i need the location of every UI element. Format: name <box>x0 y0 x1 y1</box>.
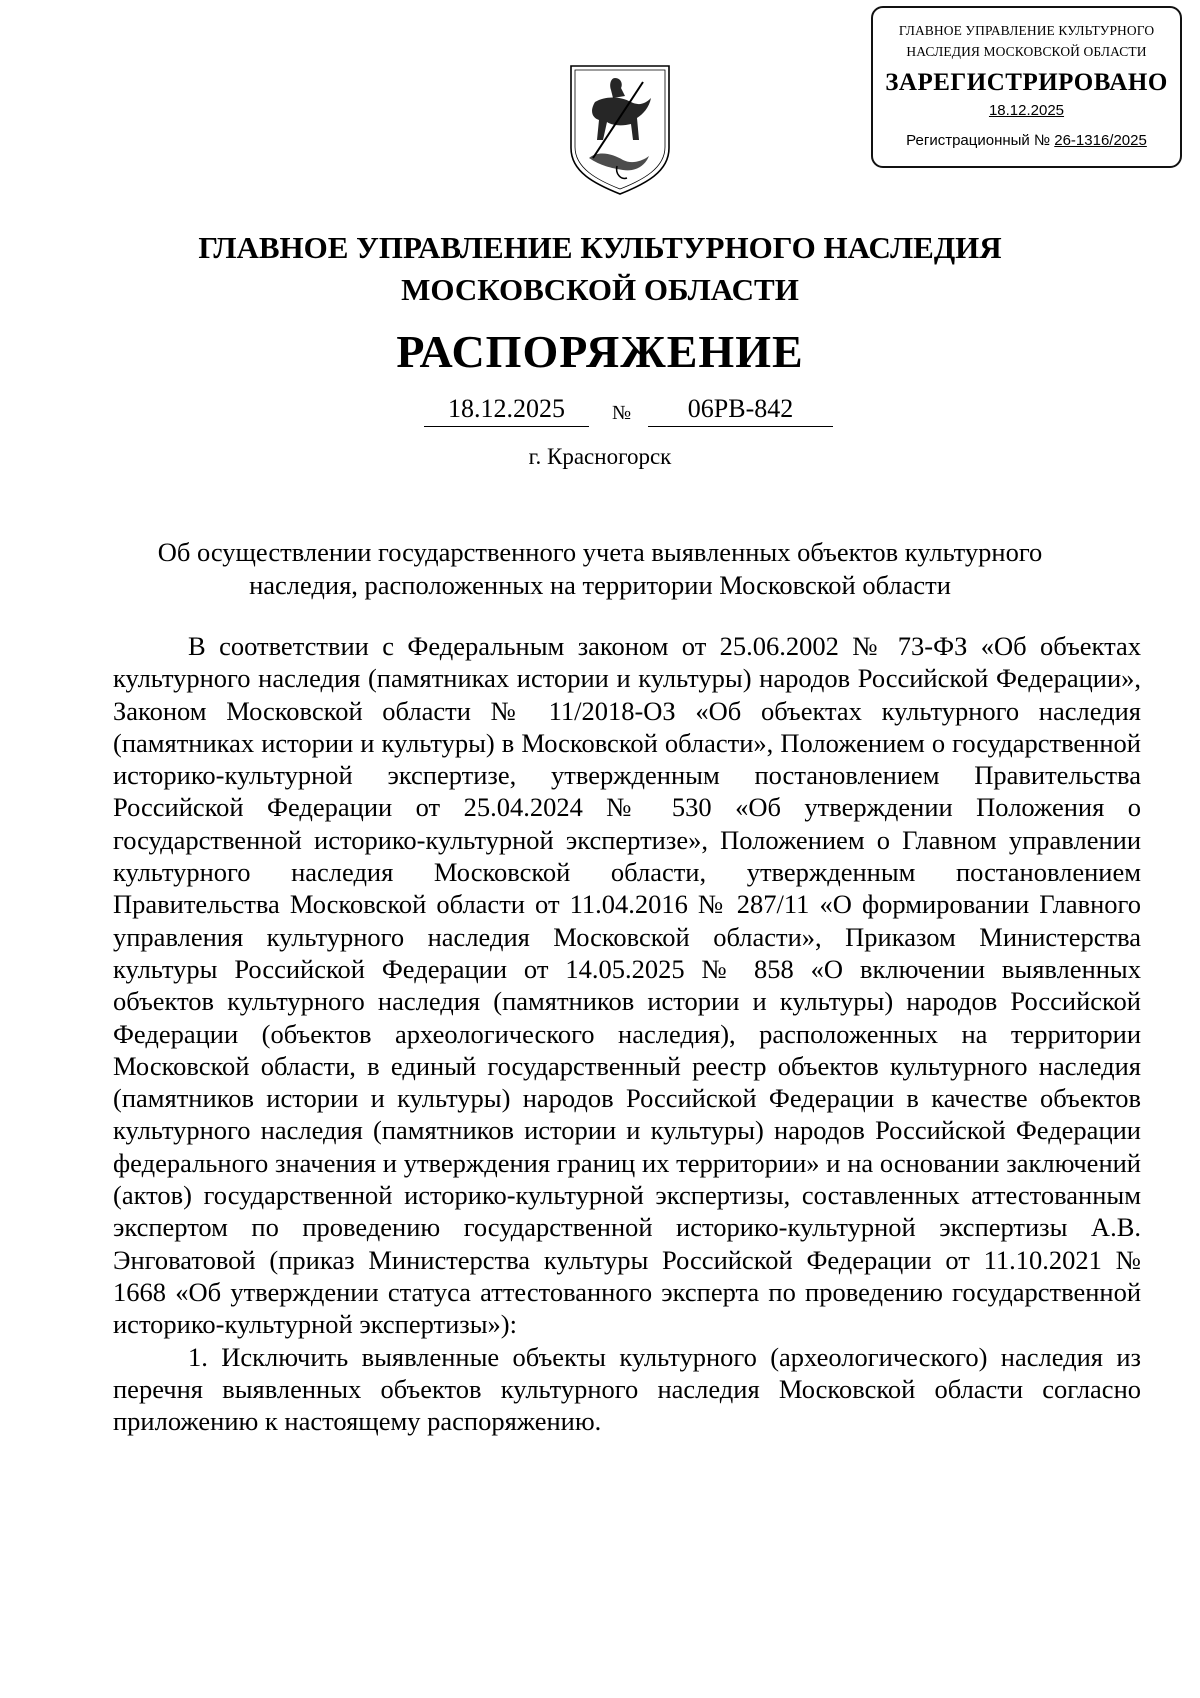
stamp-org-line1: ГЛАВНОЕ УПРАВЛЕНИЕ КУЛЬТУРНОГО <box>898 23 1155 38</box>
stamp-organization <box>873 18 1180 64</box>
stamp-reg-number: 26-1316/2025 <box>1054 132 1147 149</box>
document-body <box>113 630 1141 1437</box>
preamble-paragraph: В соответствии с Федеральным законом от 25.06.2002 № 73-ФЗ «Об объектах культурного наследия (памятниках истории и культуры) народов Российской Федерации», Законом Московской области № 11/2018-ОЗ «Об объектах культурного наследия (памятниках истории и культуры) в Московской области», Положением о государственной историко-культурной экспертизе, утвержденным постановлением Правительства Российской Федерации от 25.04.2024 № 530 «Об утверждении Положения о государственной историко-культурной экспертизе», Положением о Главном управлении культурного наследия Московской области, утвержденным постановлением Правительства Московской области от 11.04.2016 № 287/11 «О формировании Главного управления культурного наследия Московской области», Приказом Министерства культуры Российской Федерации от 14.05.2025 № 858 «О включении выявленных объектов культурного наследия (памятников истории и культуры) народов Российской Федерации (объектов археологического наследия), расположенных на территории Московской области, в единый государственный реестр объектов культурного наследия (памятников истории и культуры) народов Российской Федерации в качестве объектов культурного наследия (памятников истории и культуры) народов Российской Федерации федерального значения и утверждения границ их территории» и на основании заключений (актов) государственной историко-культурной экспертизы, составленных аттестованным экспертом по проведению государственной историко-культурной экспертизы А.В. Энговатовой (приказ Министерства культуры Российской Федерации от 11.10.2021 № 1668 «Об утверждении статуса аттестованного эксперта по проведению государственной историко-культурной экспертизы»): <box>113 631 1141 1340</box>
document-city: г. Красногорск <box>528 444 672 469</box>
document-date-number <box>0 392 1200 432</box>
document-type: РАСПОРЯЖЕНИЕ <box>396 326 804 377</box>
organization-name-line1: ГЛАВНОЕ УПРАВЛЕНИЕ КУЛЬТУРНОГО НАСЛЕДИЯ <box>198 230 1002 265</box>
document-subject: Об осуществлении государственного учета выявленных объектов культурного наследия, расположенных на территории Московской области <box>157 537 1043 600</box>
document-number: 06РВ-842 <box>648 392 833 427</box>
clause-paragraph: 1. Исключить выявленные объекты культурного (археологического) наследия из перечня выявленных объектов культурного наследия Московской области согласно приложению к настоящему распоряжению. <box>113 1341 1141 1437</box>
number-sign: № <box>612 402 632 424</box>
stamp-org-line2: НАСЛЕДИЯ МОСКОВСКОЙ ОБЛАСТИ <box>906 44 1147 59</box>
document-date: 18.12.2025 <box>424 392 589 427</box>
stamp-reg-label: Регистрационный № <box>906 132 1055 149</box>
stamp-registration-number <box>873 128 1180 154</box>
organization-name-line2: МОСКОВСКОЙ ОБЛАСТИ <box>401 272 799 307</box>
organization-heading <box>0 227 1200 311</box>
stamp-status: ЗАРЕГИСТРИРОВАНО <box>885 69 1168 96</box>
stamp-date: 18.12.2025 <box>988 102 1065 119</box>
moscow-oblast-coat-of-arms-icon <box>565 62 675 197</box>
registration-stamp <box>871 6 1182 168</box>
